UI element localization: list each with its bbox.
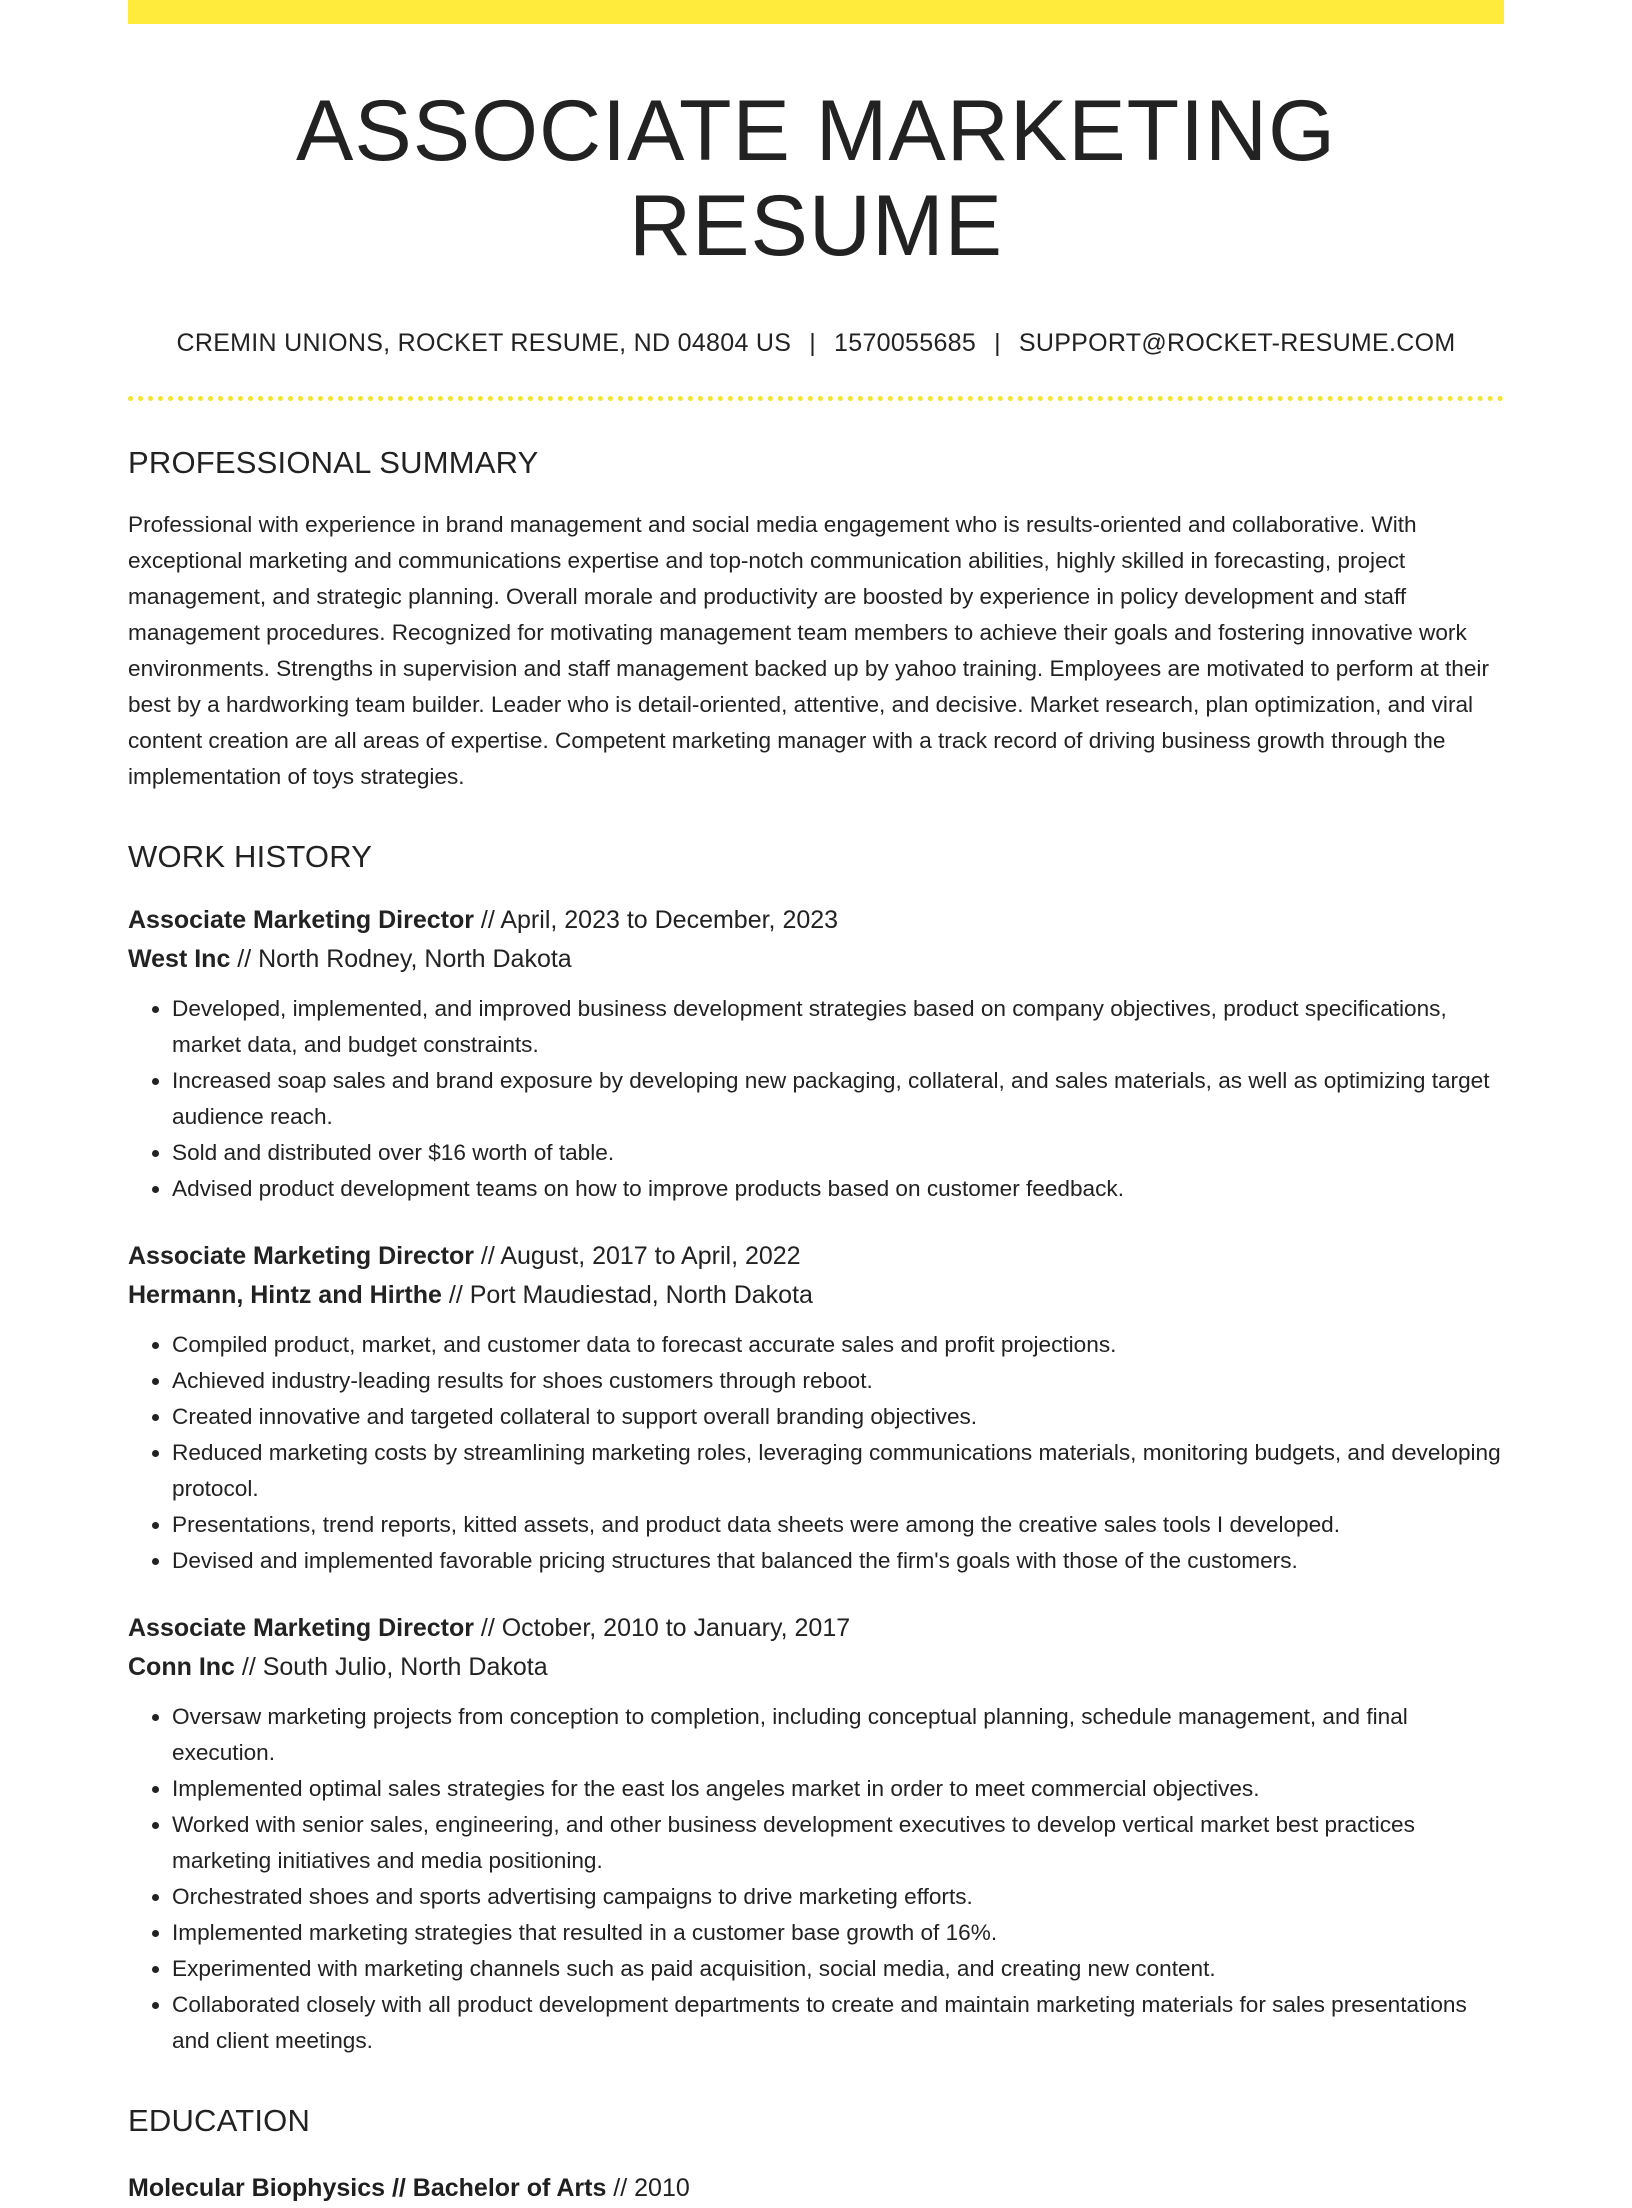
job-bullets [128, 1327, 1504, 1579]
job-bullet: • Developed, implemented, and improved business development strategies based on company objectives, product specifications, market data, and budget constraints. [172, 991, 1504, 1063]
education-degree: Molecular Biophysics // Bachelor of Arts [128, 2174, 607, 2203]
job-entry [128, 901, 1504, 1207]
job-location: // North Rodney, North Dakota [230, 945, 572, 974]
job-company: Hermann, Hintz and Hirthe [128, 1281, 442, 1310]
job-title: Associate Marketing Director [128, 1242, 474, 1271]
job-bullet: • Implemented optimal sales strategies for the east los angeles market in order to meet commercial objectives. [172, 1771, 1504, 1807]
resume-page [128, 0, 1504, 2208]
job-bullet: • Devised and implemented favorable pricing structures that balanced the firm's goals with those of the customers. [172, 1543, 1504, 1579]
job-dates: // April, 2023 to December, 2023 [473, 906, 839, 935]
dotted-divider [128, 396, 1504, 401]
job-bullets [128, 991, 1504, 1207]
job-bullet: • Collaborated closely with all product development departments to create and maintain marketing materials for sales presentations and client meetings. [172, 1987, 1504, 2059]
job-bullet: • Worked with senior sales, engineering, and other business development executives to develop vertical market best practices marketing initiatives and media positioning. [172, 1807, 1504, 1879]
education-year: // 2010 [606, 2174, 690, 2203]
summary-text: Professional with experience in brand management and social media engagement who is results-oriented and collaborative. With exceptional marketing and communications expertise and top-notch communication abilities, highly skilled in forecasting, project management, and strategic planning. Overall morale and productivity are boosted by experience in policy development and staff management procedures. Recognized for motivating management team members to achieve their goals and fostering innovative work environments. Strengths in supervision and staff management backed up by yahoo training. Employees are motivated to perform at their best by a hardworking team builder. Leader who is detail-oriented, attentive, and decisive. Market research, plan optimization, and viral content creation are all areas of expertise. Competent marketing manager with a track record of driving business growth through the implementation of toys strategies. [128, 512, 1489, 790]
contact-separator: | [994, 329, 1001, 358]
contact-separator: | [809, 329, 817, 358]
job-location: // South Julio, North Dakota [234, 1653, 548, 1682]
job-bullet: • Presentations, trend reports, kitted assets, and product data sheets were among the creative sales tools I developed. [172, 1507, 1504, 1543]
job-bullet: • Implemented marketing strategies that resulted in a customer base growth of 16%. [172, 1915, 1504, 1951]
job-bullet: • Orchestrated shoes and sports advertising campaigns to drive marketing efforts. [172, 1879, 1504, 1915]
job-bullet: • Sold and distributed over $16 worth of table. [172, 1135, 1504, 1171]
resume-title: ASSOCIATE MARKETING RESUME [296, 83, 1336, 274]
job-bullet: • Advised product development teams on how to improve products based on customer feedback. [172, 1171, 1504, 1207]
contact-address: CREMIN UNIONS, ROCKET RESUME, ND 04804 US [176, 329, 792, 358]
job-company-line [128, 940, 1504, 979]
job-dates: // August, 2017 to April, 2022 [473, 1242, 801, 1271]
job-bullet: • Increased soap sales and brand exposure by developing new packaging, collateral, and sales materials, as well as optimizing target audience reach. [172, 1063, 1504, 1135]
summary-heading: PROFESSIONAL SUMMARY [128, 445, 539, 481]
job-bullets [128, 1699, 1504, 2059]
job-company-line [128, 1648, 1504, 1687]
work-history-list [128, 901, 1504, 2059]
job-bullet: • Achieved industry-leading results for shoes customers through reboot. [172, 1363, 1504, 1399]
job-bullet: • Compiled product, market, and customer data to forecast accurate sales and profit projections. [172, 1327, 1504, 1363]
job-title-line [128, 901, 1504, 940]
job-title-line [128, 1609, 1504, 1648]
job-bullet: • Created innovative and targeted collateral to support overall branding objectives. [172, 1399, 1504, 1435]
job-dates: // October, 2010 to January, 2017 [473, 1614, 851, 1643]
job-bullet: • Reduced marketing costs by streamlining marketing roles, leveraging communications materials, monitoring budgets, and developing protocol. [172, 1435, 1504, 1507]
education-heading: EDUCATION [128, 2103, 311, 2139]
job-bullet: • Oversaw marketing projects from conception to completion, including conceptual planning, schedule management, and final execution. [172, 1699, 1504, 1771]
job-title-line [128, 1237, 1504, 1276]
contact-phone: 1570055685 [834, 329, 977, 358]
job-title: Associate Marketing Director [128, 1614, 474, 1643]
job-company: West Inc [128, 945, 231, 974]
contact-line [128, 329, 1504, 358]
job-company: Conn Inc [128, 1653, 235, 1682]
accent-top-bar [128, 0, 1504, 24]
job-entry [128, 1237, 1504, 1579]
job-location: // Port Maudiestad, North Dakota [441, 1281, 813, 1310]
contact-email: SUPPORT@ROCKET-RESUME.COM [1018, 329, 1456, 358]
work-history-heading: WORK HISTORY [128, 839, 373, 875]
job-title: Associate Marketing Director [128, 906, 474, 935]
job-entry [128, 1609, 1504, 2059]
job-bullet: • Experimented with marketing channels such as paid acquisition, social media, and creating new content. [172, 1951, 1504, 1987]
job-company-line [128, 1276, 1504, 1315]
education-entry [128, 2169, 1504, 2208]
